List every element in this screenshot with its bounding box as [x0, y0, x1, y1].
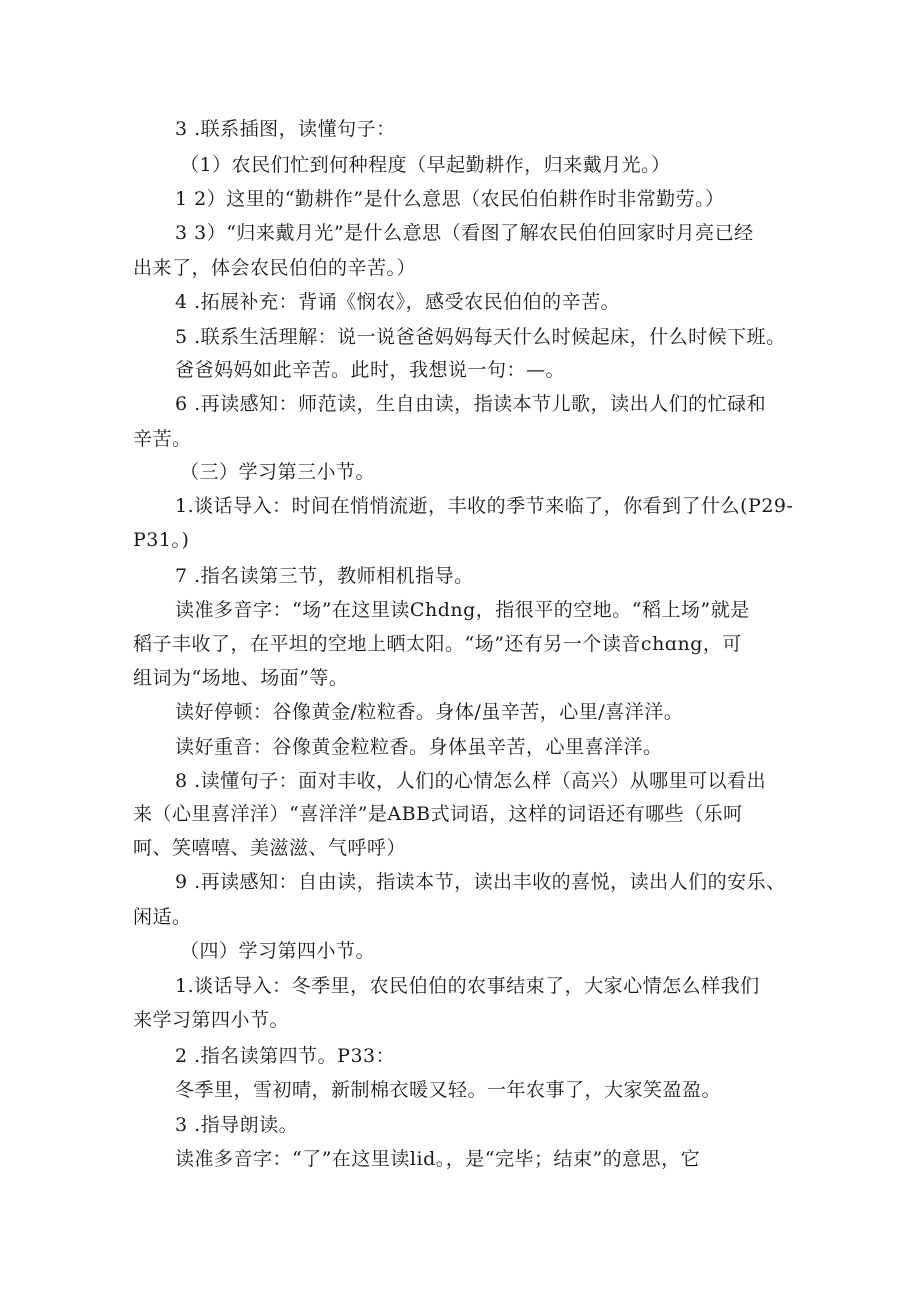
text-line: 5 .联系生活理解：说一说爸爸妈妈每天什么时候起床，什么时候下班。 [175, 326, 786, 348]
text-line: 8 .读懂句子：面对丰收，人们的心情怎么样（高兴）从哪里可以看出 [175, 770, 767, 792]
text-line: 稻子丰收了，在平坦的空地上晒太阳。“场”还有另一个读音chɑng，可 [133, 633, 742, 655]
text-line: 读好重音：谷像黄金粒粒香。身体虽辛苦，心里喜洋洋。 [175, 736, 663, 758]
text-line: 爸爸妈妈如此辛苦。此时，我想说一句：—。 [175, 359, 566, 381]
text-line: 9 .再读感知：自由读，指读本节，读出丰收的喜悦，读出人们的安乐、 [175, 871, 786, 893]
text-line: 闲适。 [133, 906, 192, 928]
text-line: 出来了，体会农民伯伯的辛苦。） [133, 257, 417, 279]
text-line: 读准多音字：“场”在这里读Chdng，指很平的空地。“稻上场”就是 [175, 599, 750, 621]
text-line: 3 .联系插图，读懂句子： [175, 118, 396, 140]
text-line: 来学习第四小节。 [133, 1009, 290, 1031]
text-line: 1 2）这里的“勤耕作”是什么意思（农民伯伯耕作时非常勤劳。） [175, 188, 725, 210]
text-line: 1.谈话导入：时间在悄悄流逝，丰收的季节来临了，你看到了什么(P29- [175, 495, 794, 517]
text-line: 4 .拓展补充：背诵《悯农》，感受农民伯伯的辛苦。 [175, 291, 621, 313]
text-line: P31。) [133, 529, 190, 551]
section-heading: （四）学习第四小节。 [180, 940, 376, 962]
text-line: 7 .指名读第三节，教师相机指导。 [175, 565, 474, 587]
text-line: 6 .再读感知：师范读，生自由读，指读本节儿歌，读出人们的忙碌和 [175, 393, 767, 415]
text-line: 来（心里喜洋洋）“喜洋洋”是ABB式词语，这样的词语还有哪些（乐呵 [133, 803, 743, 825]
text-line: 读准多音字：“了”在这里读lid。，是“完毕；结束”的意思，它 [175, 1148, 701, 1170]
text-line: 读好停顿：谷像黄金/粒粒香。身体/虽辛苦，心里/喜洋洋。 [175, 701, 684, 723]
section-heading: （三）学习第三小节。 [180, 461, 376, 483]
text-line: （1）农民们忙到何种程度（早起勤耕作，归来戴月光。） [180, 154, 671, 176]
text-line: 呵、笑嘻嘻、美滋滋、气呼呼） [133, 837, 407, 859]
text-line: 冬季里，雪初晴，新制棉衣暖又轻。一年农事了，大家笑盈盈。 [175, 1079, 722, 1101]
text-line: 组词为“场地、场面”等。 [133, 667, 349, 689]
text-line: 辛苦。 [133, 428, 192, 450]
text-line: 3 .指导朗读。 [175, 1114, 299, 1136]
text-line: 1.谈话导入：冬季里，农民伯伯的农事结束了，大家心情怎么样我们 [175, 975, 760, 997]
text-line: 3 3）“归来戴月光”是什么意思（看图了解农民伯伯回家时月亮已经 [175, 222, 754, 244]
text-line: 2 .指名读第四节。P33： [175, 1045, 396, 1067]
